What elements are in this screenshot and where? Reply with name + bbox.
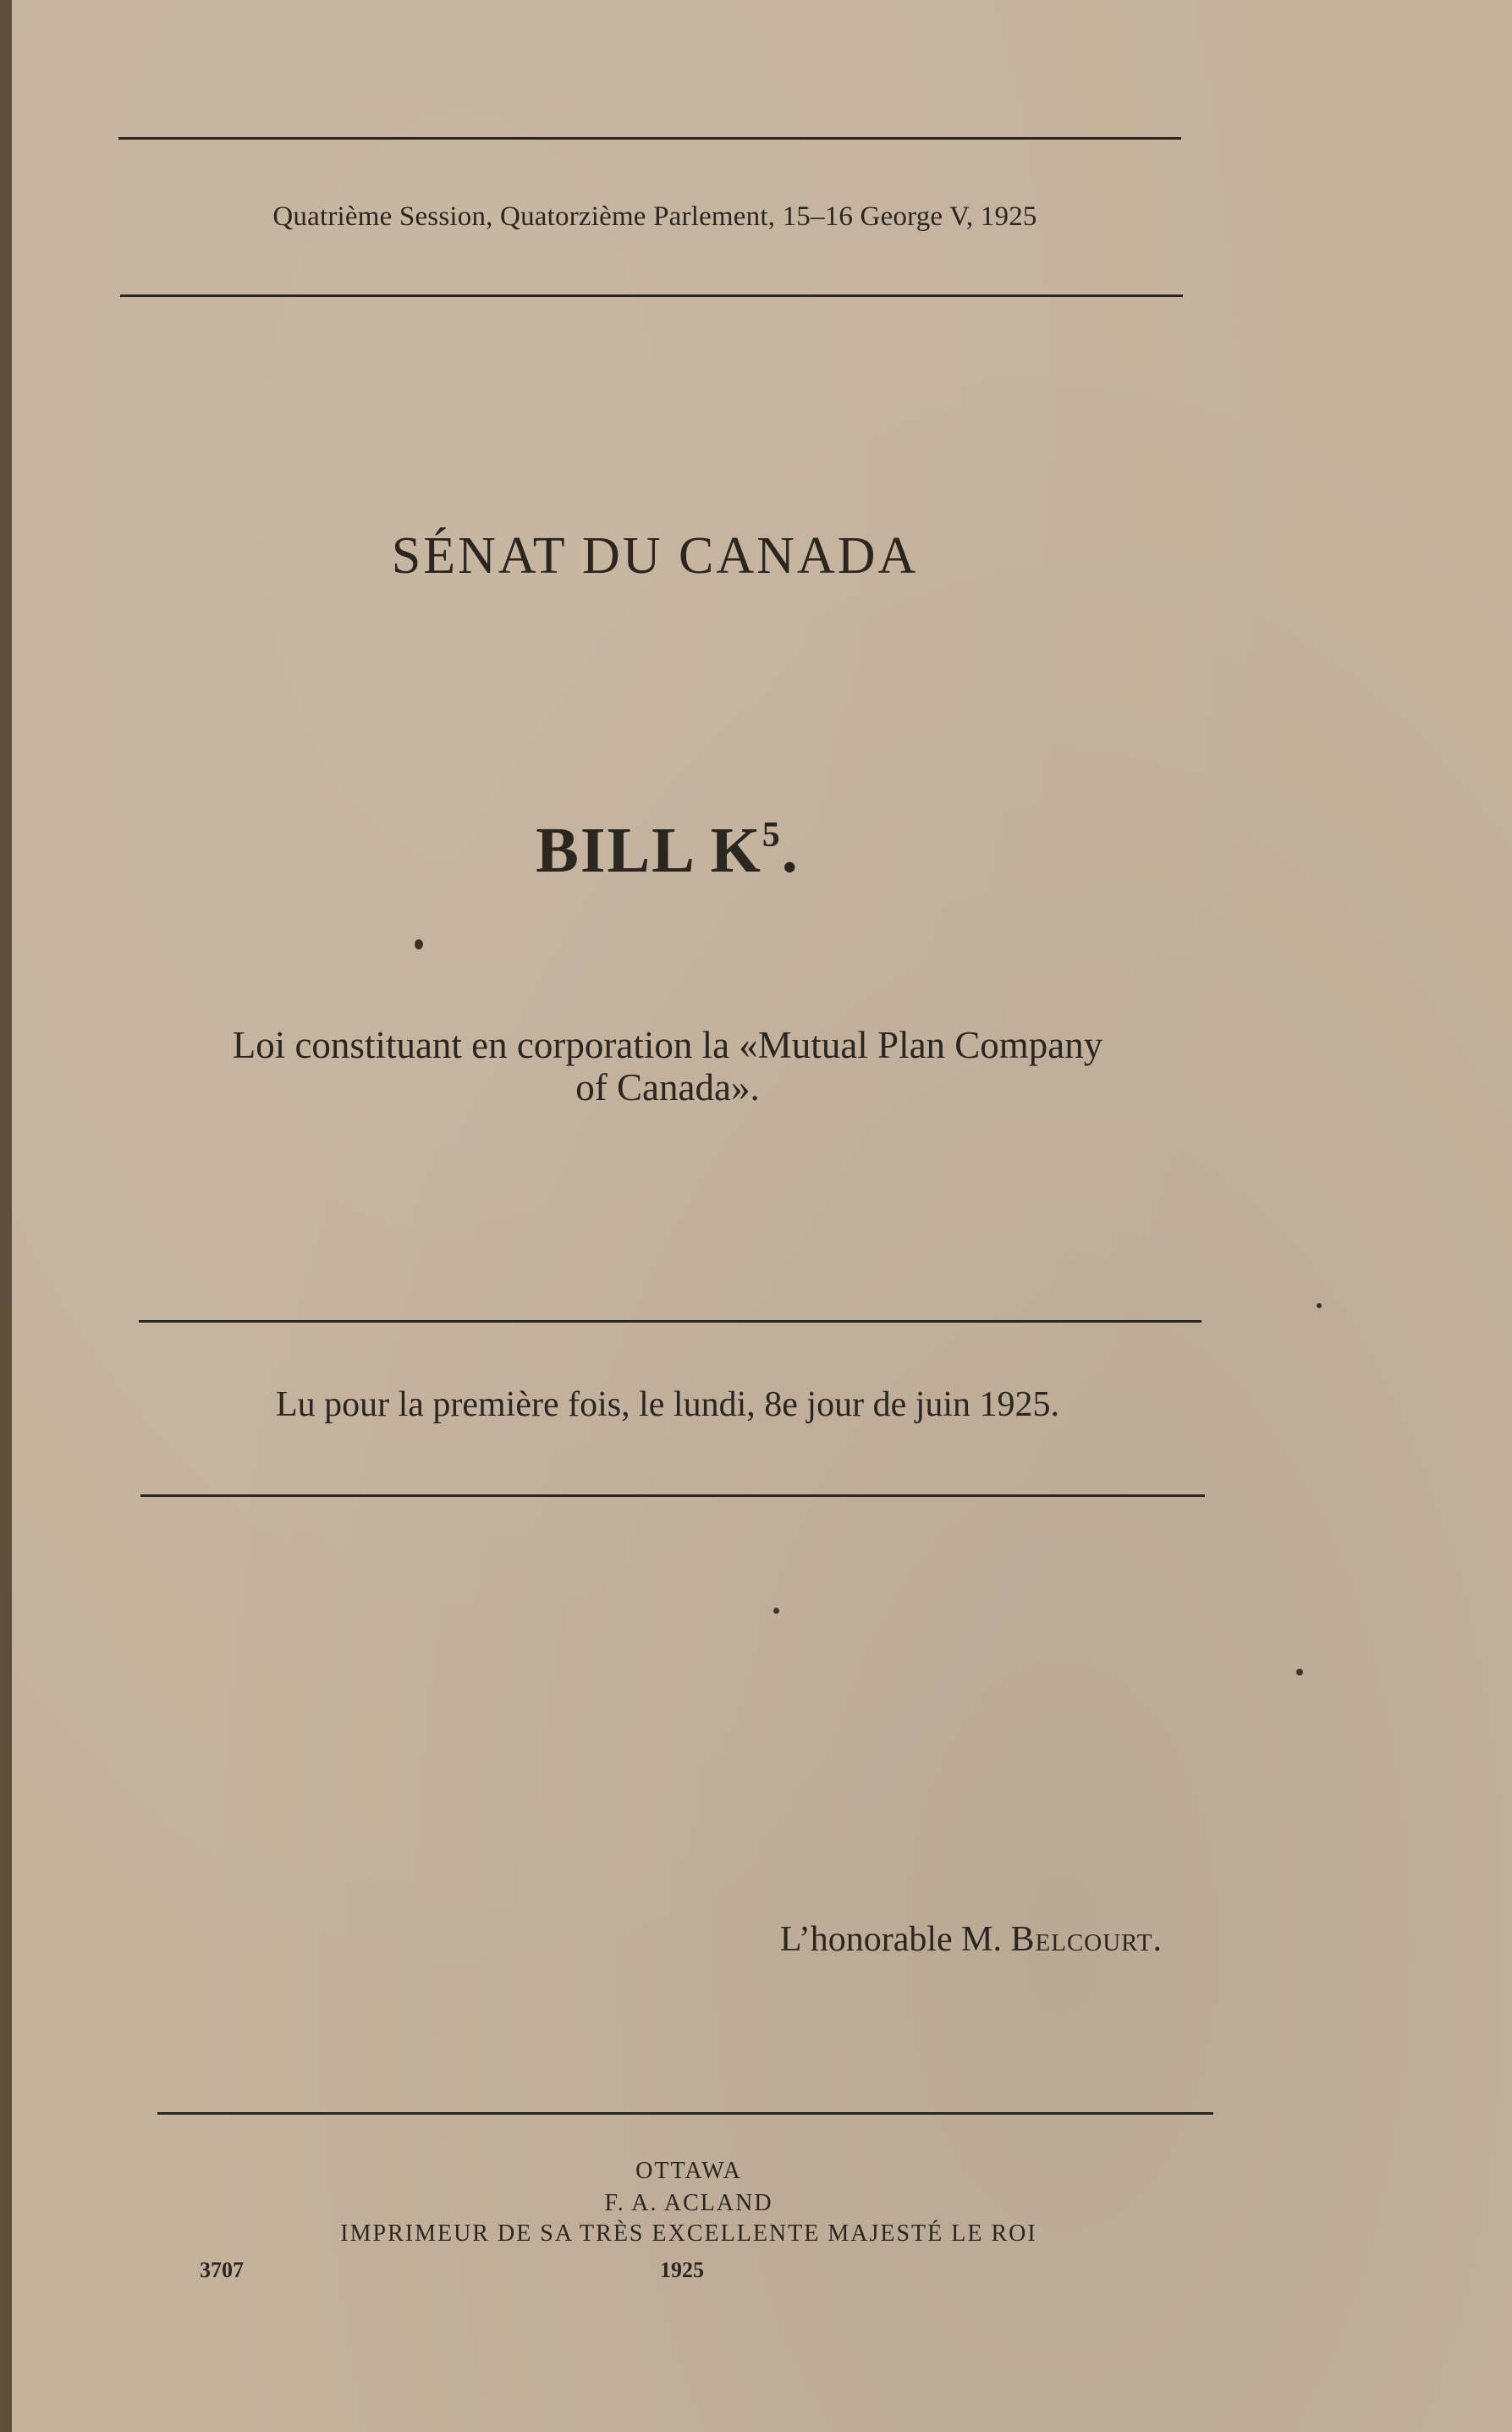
imprint-printer-title: IMPRIMEUR DE SA TRÈS EXCELLENTE MAJESTÉ LE ROI [340,2220,1037,2247]
imprint-printer: F. A. ACLAND [604,2190,773,2216]
chamber-title: SÉNAT DU CANADA [391,527,919,585]
header-bottom-rule [120,294,1183,297]
reading-top-rule [139,1320,1201,1323]
bill-suffix: . [781,815,800,886]
imprint-year: 1925 [660,2258,704,2282]
reading-bottom-rule [140,1494,1205,1497]
ink-speck [1296,1669,1303,1675]
ink-speck [1317,1303,1322,1308]
session-line: Quatrième Session, Quatorzième Parlement, 15–16 George V, 1925 [272,201,1037,232]
bill-title-line-2: of Canada». [575,1066,760,1109]
bill-title [12,1024,1323,1109]
job-number: 3707 [200,2258,244,2282]
bill-superscript: 5 [761,816,782,855]
ink-speck [773,1608,779,1614]
ink-speck [415,939,423,949]
sponsor-line [12,1919,1163,1960]
bill-number [12,814,1323,888]
top-rule [118,137,1181,140]
footer-rule [157,2112,1213,2115]
document-page [12,0,1512,2432]
sponsor-name: Belcourt. [1010,1920,1163,1959]
bill-label: BILL K [536,815,762,886]
bill-title-line-1: Loi constituant en corporation la «Mutual Plan Company [232,1024,1103,1066]
sponsor-prefix: L’honorable M. [779,1920,1011,1959]
imprint-city: OTTAWA [635,2158,742,2184]
first-reading-line: Lu pour la première fois, le lundi, 8e jour de juin 1925. [275,1385,1060,1424]
